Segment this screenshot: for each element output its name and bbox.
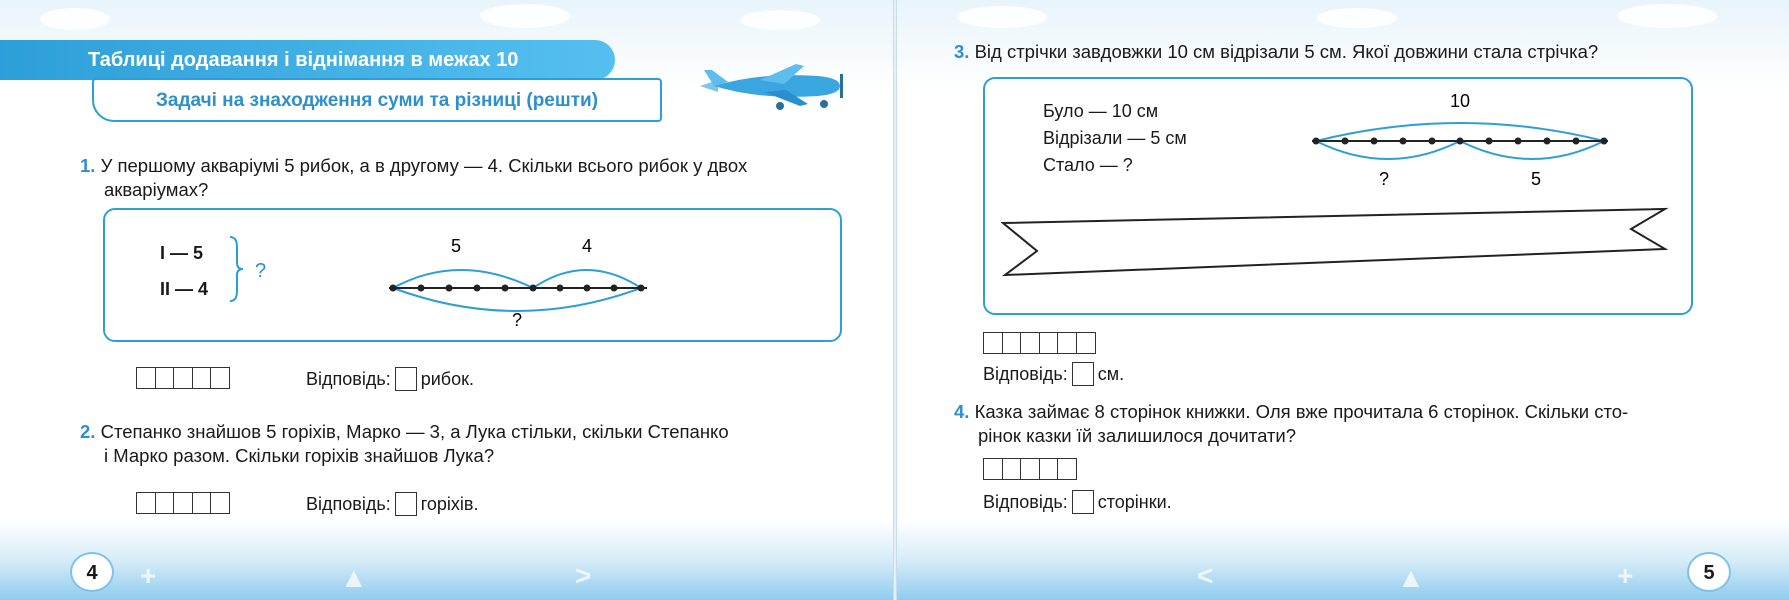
task4-answer (983, 490, 1172, 514)
solution-cell[interactable] (136, 492, 156, 514)
task3-line-became: Стало — ? (1043, 155, 1133, 175)
task3-answer (983, 362, 1124, 386)
task3-solution-cells[interactable] (983, 332, 1094, 354)
page-number-left: 4 (70, 552, 114, 592)
task3-line-cut: Відрізали — 5 см (1043, 128, 1187, 148)
task4-text-line2: рінок казки їй залишилося дочитати? (978, 425, 1297, 446)
left-page (0, 0, 893, 600)
task3-line-was: Було — 10 см (1043, 101, 1159, 121)
greater-than-icon: > (575, 560, 592, 591)
cloud-decoration (40, 8, 110, 30)
task2-answer (306, 492, 478, 516)
task1-answer-unit: рибок. (420, 368, 474, 389)
solution-cell[interactable] (210, 492, 230, 514)
task2-text-line1: Степанко знайшов 5 горіхів, Марко — 3, а Лука стільки, скільки Степанко (100, 421, 729, 442)
task3-text-line: Від стрічки завдовжки 10 см відрізали 5 см. Якої довжини стала стрічка? (974, 41, 1599, 62)
task3-unknown-label: ? (1378, 169, 1390, 189)
less-than-icon: < (1197, 560, 1214, 591)
task3-diagram-frame (983, 77, 1693, 315)
solution-cell[interactable] (136, 367, 156, 389)
solution-cell[interactable] (1039, 332, 1059, 354)
solution-cell[interactable] (983, 458, 1003, 480)
task2-text (80, 420, 729, 468)
cloud-decoration (1617, 4, 1717, 28)
cloud-decoration (480, 4, 570, 28)
task1-label-first: I — 5 (160, 243, 204, 263)
cloud-decoration (1317, 8, 1397, 28)
triangle-icon: ▲ (1397, 562, 1425, 593)
task1-number-line (385, 222, 705, 327)
cloud-decoration (957, 6, 1047, 28)
task1-answer-prefix: Відповідь: (306, 368, 391, 389)
task4-answer-unit: сторінки. (1097, 491, 1172, 512)
brace-question: ? (255, 260, 267, 282)
section-subtitle-box (92, 78, 662, 122)
task1-text (80, 154, 747, 202)
task4-text-line1: Казка займає 8 сторінок книжки. Оля вже прочитала 6 сторінок. Скільки сто- (974, 401, 1629, 422)
task1-text-line2: акваріумах? (104, 179, 209, 200)
ribbon-icon (1001, 205, 1671, 285)
task3-answer-box[interactable] (1072, 362, 1094, 386)
task3-number-line (1310, 85, 1650, 189)
task1-label-second: II — 4 (160, 279, 209, 299)
task4-number: 4. (954, 401, 970, 422)
task2-text-line2: і Марко разом. Скільки горіхів знайшов Лука? (104, 445, 495, 466)
task1-total-question: ? (511, 310, 523, 327)
task2-answer-prefix: Відповідь: (306, 493, 391, 514)
right-page (897, 0, 1789, 600)
task4-solution-cells[interactable] (983, 458, 1076, 480)
section-subtitle: Задачі на знаходження суми та різниці (решти) (155, 90, 599, 111)
solution-cell[interactable] (1002, 458, 1022, 480)
solution-cell[interactable] (210, 367, 230, 389)
task2-number: 2. (80, 421, 96, 442)
task3-total-label: 10 (1449, 91, 1471, 111)
task1-number: 1. (80, 155, 96, 176)
section-title: Таблиці додавання і віднімання в межах 10 (88, 49, 519, 71)
solution-cell[interactable] (155, 367, 175, 389)
task3-text (954, 40, 1598, 64)
page-number-right: 5 (1687, 552, 1731, 592)
solution-cell[interactable] (1057, 458, 1077, 480)
cloud-decoration (740, 10, 820, 30)
task1-diagram-frame (103, 208, 842, 342)
task3-number: 3. (954, 41, 970, 62)
task1-answer-box[interactable] (395, 367, 417, 391)
task2-answer-unit: горіхів. (420, 493, 479, 514)
task1-answer (306, 367, 474, 391)
task1-text-line1: У першому акваріумі 5 рибок, а в другому — 4. Скільки всього рибок у двох (100, 155, 748, 176)
plus-icon: + (140, 560, 157, 591)
solution-cell[interactable] (1057, 332, 1077, 354)
task3-answer-unit: см. (1097, 363, 1125, 384)
task3-answer-prefix: Відповідь: (983, 363, 1068, 384)
solution-cell[interactable] (1020, 458, 1040, 480)
solution-cell[interactable] (173, 367, 193, 389)
task2-solution-cells[interactable] (136, 492, 229, 514)
solution-cell[interactable] (1020, 332, 1040, 354)
task1-segment-a: 5 (450, 236, 462, 256)
task4-text (954, 400, 1628, 448)
solution-cell[interactable] (173, 492, 193, 514)
section-title-band (0, 40, 615, 80)
solution-cell[interactable] (192, 492, 212, 514)
brace-icon (228, 235, 244, 303)
solution-cell[interactable] (1076, 332, 1096, 354)
task2-answer-box[interactable] (395, 492, 417, 516)
solution-cell[interactable] (1002, 332, 1022, 354)
task4-answer-prefix: Відповідь: (983, 491, 1068, 512)
solution-cell[interactable] (1039, 458, 1059, 480)
triangle-icon: ▲ (340, 562, 368, 593)
solution-cell[interactable] (155, 492, 175, 514)
plus-icon: + (1617, 560, 1634, 591)
task1-segment-b: 4 (581, 236, 593, 256)
task1-solution-cells[interactable] (136, 367, 229, 389)
task4-answer-box[interactable] (1072, 490, 1094, 514)
task3-cut-label: 5 (1530, 169, 1542, 189)
airplane-icon (700, 58, 850, 113)
solution-cell[interactable] (983, 332, 1003, 354)
solution-cell[interactable] (192, 367, 212, 389)
